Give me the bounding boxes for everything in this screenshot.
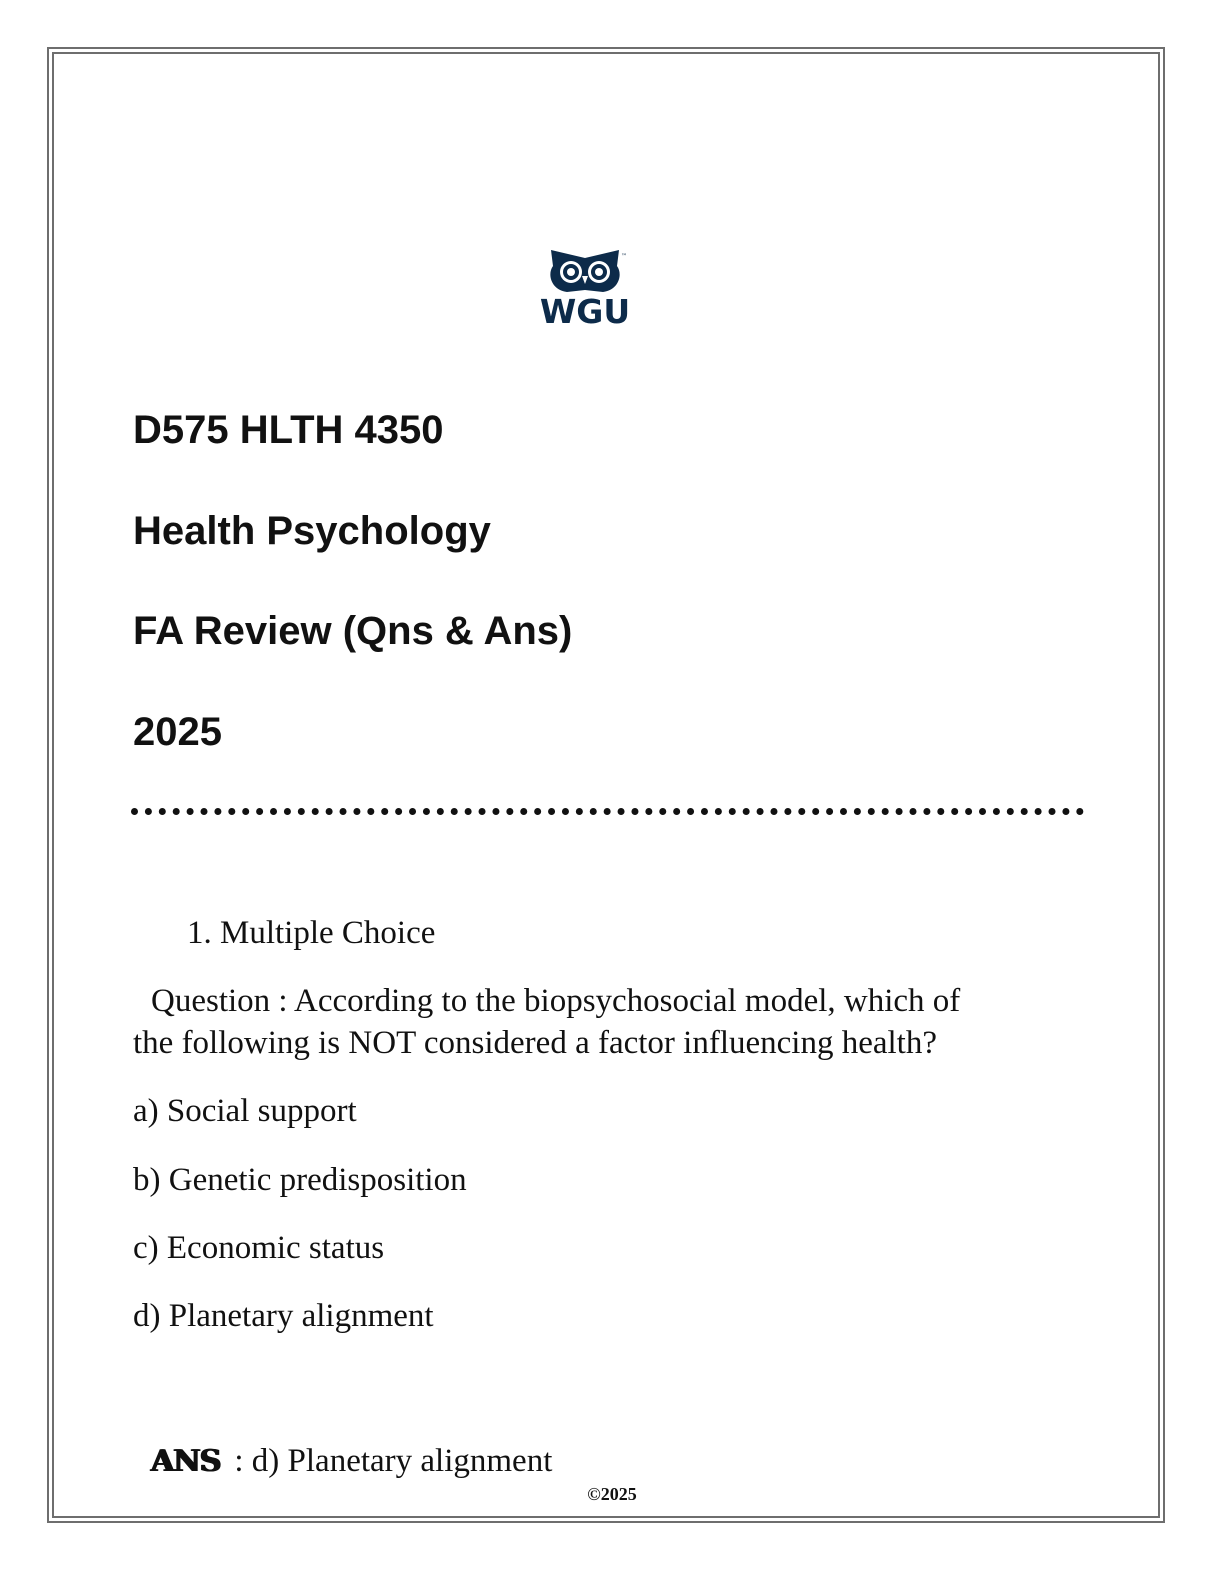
svg-text:™: ™ — [621, 253, 627, 260]
question-prompt-line-2: the following is NOT considered a factor influencing health? — [133, 1025, 937, 1061]
option-b: b) Genetic predisposition — [133, 1162, 467, 1198]
question-section-label: 1. Multiple Choice — [187, 915, 436, 951]
document-year: 2025 — [133, 710, 222, 754]
course-name: Health Psychology — [133, 509, 491, 553]
course-code: D575 HLTH 4350 — [133, 408, 444, 452]
wgu-logo-text: WGU — [539, 292, 631, 331]
question-prompt-line-1: Question : According to the biopsychosocial model, which of — [151, 983, 961, 1019]
owl-icon — [533, 246, 637, 296]
section-divider — [131, 808, 1084, 815]
option-d: d) Planetary alignment — [133, 1298, 434, 1334]
answer-text: : d) Planetary alignment — [234, 1443, 553, 1479]
option-a: a) Social support — [133, 1093, 357, 1129]
copyright-footer: ©2025 — [587, 1484, 637, 1504]
wgu-logo — [533, 246, 637, 334]
option-c: c) Economic status — [133, 1230, 385, 1266]
answer-label: ANS — [151, 1444, 221, 1479]
answer-line — [151, 1440, 552, 1483]
document-subtitle: FA Review (Qns & Ans) — [133, 609, 573, 653]
